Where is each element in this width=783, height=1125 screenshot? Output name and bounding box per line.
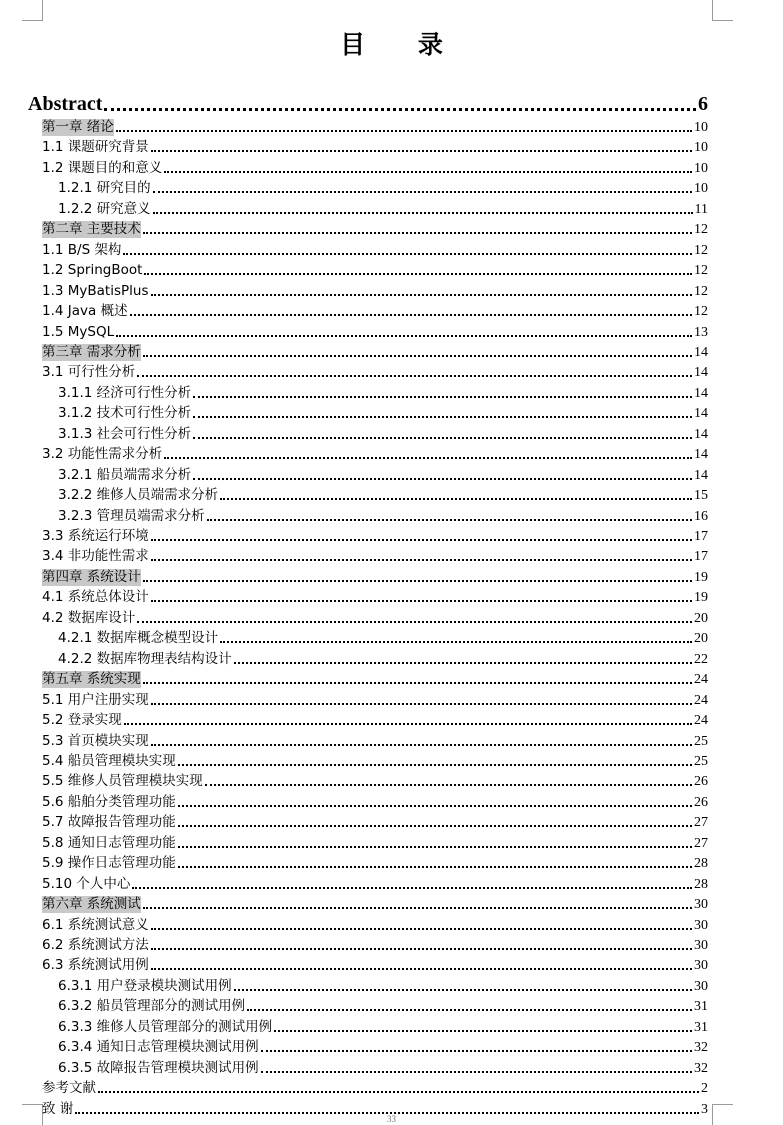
toc-entry[interactable] — [42, 893, 708, 913]
toc-entry[interactable] — [58, 484, 708, 504]
toc-entry-label: 第一章 绪论 — [42, 119, 114, 135]
toc-dot-leader — [178, 845, 692, 848]
toc-dot-leader — [151, 538, 692, 541]
toc-entry-label: 第二章 主要技术 — [42, 221, 141, 238]
toc-dot-leader — [151, 558, 692, 561]
toc-dot-leader — [261, 1070, 692, 1073]
toc-entry[interactable] — [42, 300, 708, 320]
toc-entry[interactable] — [42, 545, 708, 565]
toc-entry[interactable] — [42, 852, 708, 872]
toc-entry-label: 4.2.1 数据库概念模型设计 — [58, 630, 219, 647]
toc-entry[interactable] — [58, 1057, 708, 1077]
toc-dot-leader — [151, 293, 693, 296]
toc-entry-label: 第五章 系统实现 — [42, 671, 141, 688]
toc-dot-leader — [151, 599, 692, 602]
toc-dot-leader — [178, 804, 692, 807]
toc-entry-page-number: 30 — [694, 938, 708, 953]
toc-entry-label: 1.2 SpringBoot — [42, 262, 143, 279]
toc-dot-leader — [151, 967, 692, 970]
toc-dot-leader — [178, 865, 692, 868]
toc-entry[interactable] — [28, 90, 708, 116]
toc-entry-label: 3.2.2 维修人员端需求分析 — [58, 487, 219, 504]
toc-entry-label: 5.10 个人中心 — [42, 875, 131, 892]
toc-dot-leader — [274, 1029, 692, 1032]
toc-entry-page-number: 2 — [701, 1081, 708, 1097]
page-number-footer: 33 — [387, 1114, 396, 1124]
toc-dot-leader — [153, 190, 692, 193]
toc-entry[interactable] — [42, 586, 708, 606]
toc-entry[interactable] — [42, 709, 708, 729]
toc-entry-label: 5.3 首页模块实现 — [42, 732, 149, 749]
toc-entry-page-number: 31 — [694, 999, 708, 1015]
toc-dot-leader — [193, 436, 692, 439]
toc-entry-label: 5.6 船舶分类管理功能 — [42, 793, 176, 810]
toc-entry-page-number: 30 — [694, 958, 708, 974]
toc-dot-leader — [143, 579, 692, 582]
toc-entry[interactable] — [42, 750, 708, 770]
toc-entry-label: 1.1 B/S 架构 — [42, 241, 122, 258]
page-title: 目 录 — [340, 30, 465, 59]
toc-entry-page-number: 12 — [694, 283, 708, 299]
toc-entry[interactable] — [42, 239, 708, 259]
toc-entry-label: 6.3.3 维修人员管理部分的测试用例 — [58, 1018, 273, 1035]
toc-entry-label: 5.9 操作日志管理功能 — [42, 855, 176, 872]
toc-entry-page-number: 10 — [694, 120, 708, 135]
toc-entry-page-number: 15 — [694, 488, 708, 504]
toc-entry-page-number: 12 — [694, 304, 708, 320]
toc-entry-label: 5.1 用户注册实现 — [42, 691, 149, 708]
toc-entry[interactable] — [42, 607, 708, 627]
toc-entry-page-number: 17 — [694, 529, 708, 544]
toc-entry-page-number: 19 — [694, 569, 708, 585]
toc-entry[interactable] — [42, 811, 708, 831]
toc-dot-leader — [137, 620, 692, 623]
toc-entry[interactable] — [42, 770, 708, 790]
toc-entry[interactable] — [58, 402, 708, 422]
toc-entry-page-number: 24 — [694, 692, 708, 708]
toc-entry-page-number: 14 — [694, 365, 708, 381]
toc-dot-leader — [220, 497, 692, 500]
corner-mark-top-right — [712, 0, 733, 21]
toc-entry-page-number: 17 — [694, 549, 708, 565]
toc-entry-label: 1.4 Java 概述 — [42, 303, 128, 320]
toc-entry[interactable] — [58, 627, 708, 647]
toc-entry[interactable] — [42, 361, 708, 381]
toc-dot-leader — [153, 211, 693, 214]
toc-entry-page-number: 31 — [694, 1019, 708, 1035]
toc-entry-page-number: 14 — [694, 385, 708, 401]
toc-entry-page-number: 26 — [694, 774, 708, 790]
toc-entry-label: 5.4 船员管理模块实现 — [42, 752, 176, 769]
toc-entry-label: 3.4 非功能性需求 — [42, 548, 149, 565]
toc-entry-label: 6.2 系统测试方法 — [42, 937, 149, 953]
toc-dot-leader — [220, 640, 692, 643]
toc-entry-label: 3.2 功能性需求分析 — [42, 446, 163, 463]
toc-entry-page-number: 24 — [694, 672, 708, 688]
toc-entry[interactable] — [42, 259, 708, 279]
toc-entry[interactable] — [58, 198, 708, 218]
toc-entry-label: 4.2 数据库设计 — [42, 609, 136, 626]
toc-entry[interactable] — [58, 177, 708, 197]
toc-entry-label: 6.3.1 用户登录模块测试用例 — [58, 977, 232, 994]
toc-entry[interactable] — [42, 934, 708, 954]
toc-entry-label: 第四章 系统设计 — [42, 568, 141, 585]
toc-entry[interactable] — [42, 280, 708, 300]
toc-dot-leader — [247, 1008, 692, 1011]
toc-entry-page-number: 14 — [694, 447, 708, 463]
toc-entry-page-number: 12 — [694, 263, 708, 279]
toc-dot-leader — [151, 927, 692, 930]
toc-dot-leader — [143, 354, 692, 357]
toc-entry-label: 3.1.1 经济可行性分析 — [58, 384, 192, 401]
toc-entry-page-number: 19 — [694, 590, 708, 606]
toc-entry-page-number: 32 — [694, 1060, 708, 1076]
toc-dot-leader — [104, 107, 696, 111]
toc-dot-leader — [193, 415, 692, 418]
toc-entry-label: 4.1 系统总体设计 — [42, 589, 149, 606]
toc-entry-label: 第六章 系统测试 — [42, 896, 141, 913]
toc-dot-leader — [144, 272, 692, 275]
toc-entry-page-number: 14 — [694, 344, 708, 360]
toc-dot-leader — [178, 763, 692, 766]
toc-dot-leader — [193, 477, 692, 480]
toc-entry-label: 6.3 系统测试用例 — [42, 957, 149, 974]
toc-entry-page-number: 27 — [694, 815, 708, 831]
toc-entry-label: 3.2.1 船员端需求分析 — [58, 466, 192, 483]
toc-entry-label: 1.1 课题研究背景 — [42, 139, 149, 156]
toc-entry-label: 6.3.5 故障报告管理模块测试用例 — [58, 1059, 259, 1076]
toc-entry[interactable] — [42, 443, 708, 463]
toc-dot-leader — [151, 702, 692, 705]
toc-entry[interactable] — [58, 505, 708, 525]
toc-entry-page-number: 26 — [694, 794, 708, 810]
toc-entry-label: 6.1 系统测试意义 — [42, 916, 149, 933]
toc-entry-page-number: 3 — [701, 1101, 708, 1117]
toc-entry-label: 3.1.2 技术可行性分析 — [58, 405, 192, 422]
toc-entry[interactable] — [42, 157, 708, 177]
toc-dot-leader — [143, 906, 692, 909]
toc-dot-leader — [98, 1090, 699, 1093]
toc-dot-leader — [130, 313, 692, 316]
toc-entry-label: 第三章 需求分析 — [42, 343, 141, 360]
toc-entry-label: 6.3.2 船员管理部分的测试用例 — [58, 998, 246, 1015]
toc-dot-leader — [234, 988, 692, 991]
toc-entry-label: 1.2.1 研究目的 — [58, 180, 151, 197]
toc-entry-label: 5.7 故障报告管理功能 — [42, 814, 176, 831]
toc-entry[interactable] — [42, 954, 708, 974]
toc-entry-label: Abstract — [28, 93, 103, 115]
toc-entry-label: 1.2 课题目的和意义 — [42, 159, 163, 176]
toc-entry-page-number: 25 — [694, 753, 708, 769]
toc-entry[interactable] — [42, 525, 708, 545]
toc-entry-page-number: 10 — [694, 181, 708, 197]
toc-entry-page-number: 6 — [698, 93, 708, 115]
toc-entry[interactable] — [42, 321, 708, 341]
toc-entry[interactable] — [42, 136, 708, 156]
toc-entry-page-number: 30 — [694, 978, 708, 994]
toc-entry[interactable] — [42, 668, 708, 688]
toc-entry-label: 3.2.3 管理员端需求分析 — [58, 507, 205, 524]
toc-dot-leader — [151, 743, 692, 746]
toc-entry-page-number: 12 — [694, 222, 708, 238]
toc-entry[interactable] — [58, 1016, 708, 1036]
toc-entry-page-number: 10 — [694, 140, 708, 156]
toc-entry-page-number: 12 — [694, 242, 708, 258]
toc-entry[interactable] — [42, 914, 708, 934]
toc-entry-label: 参考文献 — [42, 1080, 96, 1097]
toc-entry[interactable] — [42, 791, 708, 811]
toc-entry[interactable] — [58, 648, 708, 668]
toc-dot-leader — [143, 231, 692, 234]
toc-entry[interactable] — [58, 382, 708, 402]
toc-entry-page-number: 24 — [694, 713, 708, 729]
toc-entry-label: 5.2 登录实现 — [42, 712, 122, 729]
toc-dot-leader — [207, 518, 692, 521]
toc-dot-leader — [116, 129, 692, 132]
toc-entry-label: 1.5 MySQL — [42, 323, 115, 340]
toc-entry[interactable] — [42, 218, 708, 238]
toc-dot-leader — [123, 252, 692, 255]
toc-entry-label: 3.3 系统运行环境 — [42, 528, 149, 544]
toc-entry[interactable] — [42, 1077, 708, 1097]
toc-dot-leader — [261, 1049, 692, 1052]
toc-dot-leader — [234, 661, 692, 664]
toc-entry[interactable] — [58, 423, 708, 443]
toc-entry-label: 3.1 可行性分析 — [42, 364, 136, 381]
toc-entry-page-number: 20 — [694, 610, 708, 626]
toc-entry-page-number: 14 — [694, 467, 708, 483]
toc-entry-page-number: 30 — [694, 897, 708, 913]
toc-entry-page-number: 22 — [694, 651, 708, 667]
toc-entry[interactable] — [42, 832, 708, 852]
corner-mark-top-left — [22, 0, 43, 21]
toc-entry[interactable] — [42, 730, 708, 750]
toc-entry-label: 4.2.2 数据库物理表结构设计 — [58, 650, 232, 667]
toc-entry-page-number: 27 — [694, 835, 708, 851]
toc-dot-leader — [151, 947, 692, 950]
toc-entry-label: 6.3.4 通知日志管理模块测试用例 — [58, 1039, 259, 1056]
toc-dot-leader — [151, 149, 692, 152]
toc-entry[interactable] — [42, 873, 708, 893]
toc-entry[interactable] — [42, 341, 708, 361]
toc-entry-label: 致 谢 — [42, 1100, 74, 1117]
toc-entry[interactable] — [58, 464, 708, 484]
toc-entry-label: 3.1.3 社会可行性分析 — [58, 425, 192, 442]
toc-entry-page-number: 14 — [694, 426, 708, 442]
toc-entry-page-number: 28 — [694, 876, 708, 892]
toc-entry-page-number: 25 — [694, 733, 708, 749]
toc-entry-page-number: 16 — [694, 508, 708, 524]
toc-entry[interactable] — [58, 975, 708, 995]
toc-dot-leader — [193, 395, 692, 398]
toc-entry[interactable] — [42, 116, 708, 136]
toc-entry-page-number: 28 — [694, 856, 708, 872]
toc-entry[interactable] — [42, 566, 708, 586]
toc-dot-leader — [143, 681, 692, 684]
toc-entry-page-number: 30 — [694, 917, 708, 933]
toc-entry-page-number: 10 — [694, 160, 708, 176]
toc-entry-page-number: 13 — [694, 324, 708, 340]
toc-entry-page-number: 32 — [694, 1040, 708, 1056]
toc-entry[interactable] — [58, 1036, 708, 1056]
toc-dot-leader — [164, 170, 692, 173]
toc-entry-page-number: 20 — [694, 631, 708, 647]
toc-dot-leader — [205, 783, 692, 786]
toc-dot-leader — [132, 886, 692, 889]
toc-dot-leader — [116, 334, 692, 337]
toc-entry-label: 1.2.2 研究意义 — [58, 200, 151, 217]
toc-entry[interactable] — [58, 995, 708, 1015]
toc-entry-page-number: 11 — [694, 201, 708, 217]
toc-entry-label: 5.8 通知日志管理功能 — [42, 834, 176, 851]
toc-entry[interactable] — [42, 689, 708, 709]
toc-entry-label: 5.5 维修人员管理模块实现 — [42, 773, 203, 790]
toc-dot-leader — [164, 456, 692, 459]
toc-dot-leader — [124, 722, 692, 725]
toc-entry-page-number: 14 — [694, 406, 708, 422]
toc-entry-label: 1.3 MyBatisPlus — [42, 282, 149, 299]
toc-dot-leader — [137, 374, 692, 377]
toc-dot-leader — [178, 824, 692, 827]
